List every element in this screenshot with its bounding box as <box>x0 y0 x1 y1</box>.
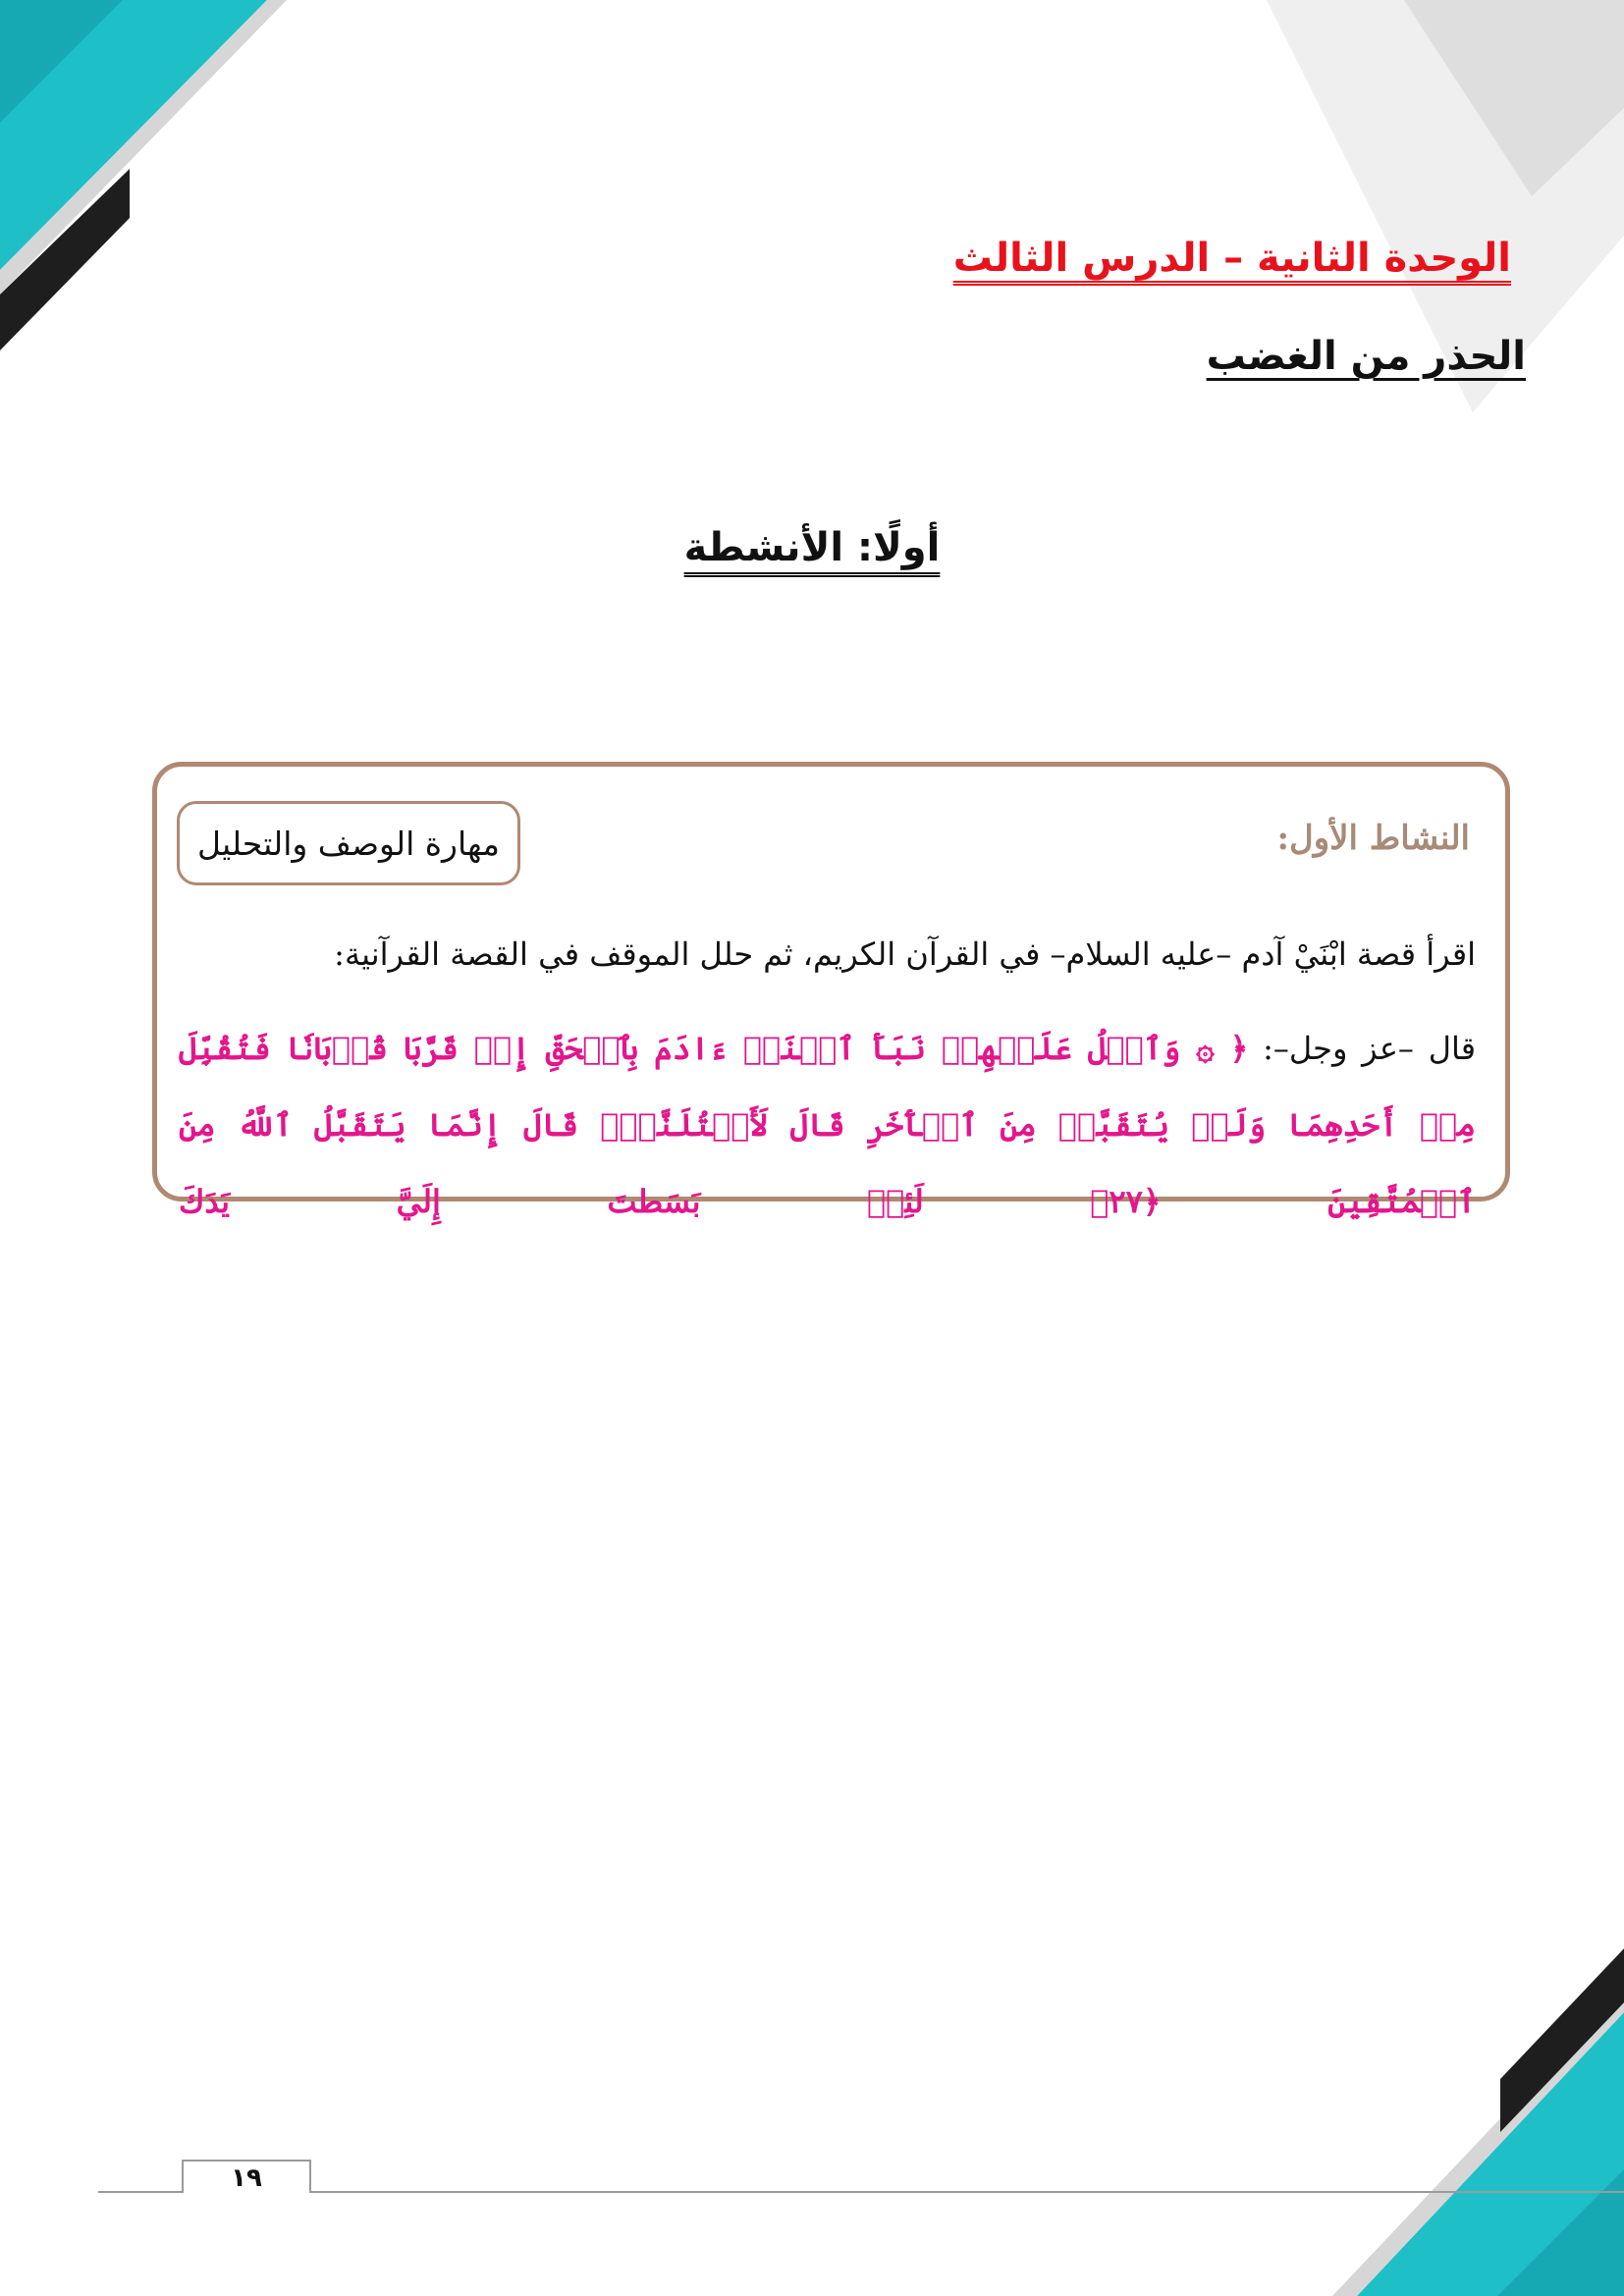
verse-intro: قال –عز وجل–: <box>1248 1030 1477 1067</box>
section-heading: أولًا: الأنشطة <box>683 525 941 570</box>
activity-label: النشاط الأول: <box>1276 819 1470 858</box>
activity-box <box>152 762 1510 1220</box>
activity-instruction: اقرأ قصة ابْنَيْ آدم –عليه السلام– في القرآن الكريم، ثم حلل الموقف في القصة القرآنية: <box>334 935 1476 973</box>
unit-title: الوحدة الثانية – الدرس الثالث <box>952 236 1511 281</box>
quran-verse: ﴿ ۞ وَٱتۡلُ عَلَيۡهِمۡ نَبَأَ ٱبۡنَيۡ ءَادَمَ بِٱلۡحَقِّ إِذۡ قَرَّبَا قُرۡبَانٗا فَتُقُبِّلَ مِنۡ أَحَدِهِمَا وَلَمۡ يُتَقَبَّلۡ مِنَ ٱلۡأٓخَرِ قَالَ لَأَقۡتُلَنَّكَۖ قَالَ إِنَّمَا يَتَقَبَّلُ ٱللَّهُ مِنَ ٱلۡمُتَّقِينَ ﴿٢٧﴾ لَئِنۢ بَسَطتَ إِلَيَّ يَدَكَ <box>179 1030 1477 1220</box>
page-number: ١٩ <box>182 2160 311 2193</box>
lesson-title: الحذر من الغضب <box>1206 334 1526 379</box>
skill-badge: مهارة الوصف والتحليل <box>177 801 520 885</box>
verse-block <box>179 1010 1476 1240</box>
